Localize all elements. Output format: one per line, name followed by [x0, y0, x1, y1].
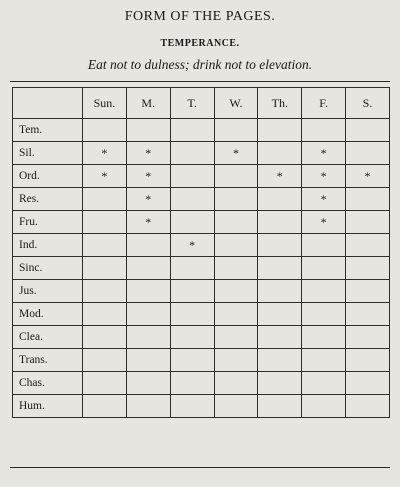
mark-cell	[170, 211, 214, 234]
day-header: Sun.	[83, 88, 127, 119]
table-row	[13, 372, 390, 395]
mark-cell	[346, 326, 390, 349]
mark-cell: *	[126, 142, 170, 165]
mark-cell	[83, 119, 127, 142]
section-title: TEMPERANCE.	[160, 38, 240, 49]
virtue-label: Hum.	[13, 395, 83, 418]
motto: Eat not to dulness; drink not to elevation.	[87, 57, 313, 72]
mark-cell	[302, 257, 346, 280]
table-row	[13, 349, 390, 372]
mark-cell	[346, 303, 390, 326]
mark-cell: *	[126, 211, 170, 234]
mark-cell	[346, 395, 390, 418]
mark-cell	[214, 349, 258, 372]
mark-cell	[346, 280, 390, 303]
mark-cell	[126, 119, 170, 142]
virtue-label: Jus.	[13, 280, 83, 303]
mark-cell	[170, 372, 214, 395]
table-row	[13, 326, 390, 349]
mark-cell	[214, 211, 258, 234]
bottom-rule	[10, 467, 390, 468]
mark-cell	[258, 234, 302, 257]
mark-cell	[170, 257, 214, 280]
mark-cell: *	[83, 165, 127, 188]
virtue-label: Mod.	[13, 303, 83, 326]
mark-cell	[214, 188, 258, 211]
mark-cell	[83, 211, 127, 234]
day-header: S.	[346, 88, 390, 119]
mark-cell	[302, 303, 346, 326]
mark-cell	[302, 372, 346, 395]
mark-cell: *	[126, 188, 170, 211]
table-row	[13, 257, 390, 280]
mark-cell	[170, 349, 214, 372]
virtue-chart-table	[12, 87, 390, 418]
virtue-label: Sinc.	[13, 257, 83, 280]
mark-cell	[258, 349, 302, 372]
mark-cell	[346, 211, 390, 234]
virtue-label: Sil.	[13, 142, 83, 165]
mark-cell	[302, 280, 346, 303]
virtue-label: Fru.	[13, 211, 83, 234]
mark-cell	[126, 395, 170, 418]
mark-cell	[302, 395, 346, 418]
table-row	[13, 142, 390, 165]
mark-cell: *	[126, 165, 170, 188]
mark-cell: *	[302, 211, 346, 234]
mark-cell	[83, 257, 127, 280]
mark-cell	[346, 372, 390, 395]
day-header: T.	[170, 88, 214, 119]
mark-cell	[83, 349, 127, 372]
mark-cell	[170, 188, 214, 211]
mark-cell	[258, 303, 302, 326]
mark-cell	[258, 188, 302, 211]
mark-cell	[83, 303, 127, 326]
mark-cell	[258, 326, 302, 349]
mark-cell	[302, 326, 346, 349]
mark-cell	[302, 234, 346, 257]
virtue-label: Res.	[13, 188, 83, 211]
virtue-label: Clea.	[13, 326, 83, 349]
table-row	[13, 211, 390, 234]
mark-cell: *	[302, 188, 346, 211]
table-row	[13, 303, 390, 326]
mark-cell	[126, 349, 170, 372]
day-header: F.	[302, 88, 346, 119]
mark-cell	[214, 280, 258, 303]
mark-cell	[170, 165, 214, 188]
mark-cell	[83, 188, 127, 211]
mark-cell	[170, 395, 214, 418]
mark-cell	[346, 142, 390, 165]
mark-cell: *	[170, 234, 214, 257]
table-row	[13, 119, 390, 142]
mark-cell	[83, 280, 127, 303]
mark-cell	[83, 234, 127, 257]
virtue-label: Ord.	[13, 165, 83, 188]
mark-cell	[170, 326, 214, 349]
virtue-label: Trans.	[13, 349, 83, 372]
mark-cell	[258, 372, 302, 395]
mark-cell	[258, 142, 302, 165]
mark-cell: *	[83, 142, 127, 165]
mark-cell	[214, 119, 258, 142]
table-row	[13, 188, 390, 211]
mark-cell	[83, 326, 127, 349]
mark-cell	[214, 165, 258, 188]
corner-cell	[13, 88, 83, 119]
mark-cell	[126, 372, 170, 395]
mark-cell	[258, 257, 302, 280]
mark-cell	[170, 119, 214, 142]
mark-cell	[214, 372, 258, 395]
mark-cell: *	[302, 165, 346, 188]
mark-cell	[83, 395, 127, 418]
mark-cell	[83, 372, 127, 395]
mark-cell	[126, 257, 170, 280]
header-row	[13, 88, 390, 119]
mark-cell	[126, 303, 170, 326]
mark-cell	[346, 234, 390, 257]
mark-cell	[214, 234, 258, 257]
mark-cell	[258, 211, 302, 234]
mark-cell	[302, 349, 346, 372]
mark-cell	[258, 395, 302, 418]
table-row	[13, 234, 390, 257]
table-row	[13, 280, 390, 303]
mark-cell	[126, 326, 170, 349]
mark-cell: *	[258, 165, 302, 188]
mark-cell	[214, 326, 258, 349]
mark-cell	[126, 234, 170, 257]
table-row	[13, 395, 390, 418]
mark-cell	[214, 257, 258, 280]
mark-cell	[214, 395, 258, 418]
mark-cell	[126, 280, 170, 303]
mark-cell	[346, 257, 390, 280]
mark-cell	[302, 119, 346, 142]
mark-cell	[170, 142, 214, 165]
day-header: M.	[126, 88, 170, 119]
virtue-label: Ind.	[13, 234, 83, 257]
virtue-label: Tem.	[13, 119, 83, 142]
mark-cell	[258, 119, 302, 142]
virtue-label: Chas.	[13, 372, 83, 395]
mark-cell: *	[214, 142, 258, 165]
mark-cell	[258, 280, 302, 303]
mark-cell	[170, 280, 214, 303]
table-row	[13, 165, 390, 188]
mark-cell: *	[302, 142, 346, 165]
mark-cell	[170, 303, 214, 326]
mark-cell	[346, 349, 390, 372]
day-header: Th.	[258, 88, 302, 119]
day-header: W.	[214, 88, 258, 119]
page-title: FORM OF THE PAGES.	[124, 9, 276, 24]
top-rule	[10, 81, 390, 82]
mark-cell	[346, 119, 390, 142]
mark-cell	[346, 188, 390, 211]
mark-cell: *	[346, 165, 390, 188]
mark-cell	[214, 303, 258, 326]
